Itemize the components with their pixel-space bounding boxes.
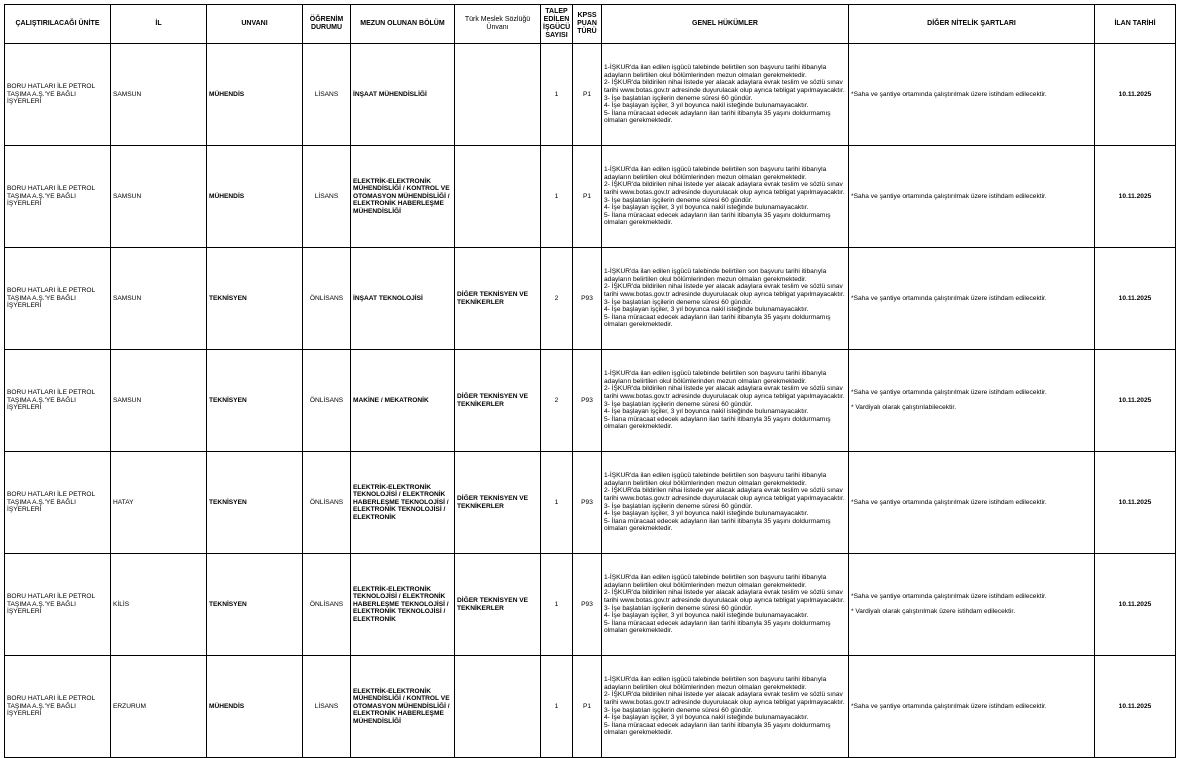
genel-item: 4- İşe başlayan işçiler, 3 yıl boyunca nakil isteğinde bulunamayacaktır. — [604, 204, 809, 212]
cell-diger — [849, 146, 1095, 248]
cell-ogrenim: ÖNLİSANS — [303, 554, 351, 656]
diger-item: *Saha ve şantiye ortamında çalıştırılmak üzere istihdam edilecektir. — [851, 389, 1047, 397]
cell-genel — [602, 146, 849, 248]
cell-tarih: 10.11.2025 — [1095, 350, 1176, 452]
cell-genel — [602, 452, 849, 554]
cell-meslek: DİĞER TEKNİSYEN VE TEKNİKERLER — [455, 452, 541, 554]
cell-tarih: 10.11.2025 — [1095, 656, 1176, 758]
genel-item: 2- İŞKUR'da bildirilen nihai listede yer alacak adaylara evrak teslim ve sözlü sınav tarihi www.botas.gov.tr adresinde duyurulacak olup ayrıca tebligat yapılmayacaktır. — [604, 385, 845, 400]
cell-diger — [849, 248, 1095, 350]
genel-item: 5- İlana müracaat edecek adayların ilan tarihi itibarıyla 35 yaşını doldurmamış olmaları gerekmektedir. — [604, 415, 831, 431]
genel-item: 5- İlana müracaat edecek adayların ilan tarihi itibarıyla 35 yaşını doldurmamış olmaları gerekmektedir. — [604, 619, 831, 635]
diger-item: * Vardiyalı olarak çalıştırılabilecektir. — [851, 404, 957, 411]
cell-bolum: ELEKTRİK-ELEKTRONİK TEKNOLOJİSİ / ELEKTRONİK HABERLEŞME TEKNOLOJİSİ / ELEKTRONİK TEKNOLOJİSİ / ELEKTRONİK — [351, 554, 455, 656]
table-row — [5, 350, 1176, 452]
cell-meslek: DİĞER TEKNİSYEN VE TEKNİKERLER — [455, 248, 541, 350]
cell-kpss: P93 — [573, 554, 602, 656]
genel-item: 4- İşe başlayan işçiler, 3 yıl boyunca nakil isteğinde bulunamayacaktır. — [604, 408, 809, 416]
cell-meslek — [455, 656, 541, 758]
cell-unvan: MÜHENDİS — [207, 146, 303, 248]
header-tarih: İLAN TARİHİ — [1095, 5, 1176, 44]
cell-kpss: P93 — [573, 350, 602, 452]
cell-unite: BORU HATLARI İLE PETROL TAŞIMA A.Ş.'YE BAĞLI İŞYERLERİ — [5, 350, 111, 452]
cell-diger — [849, 452, 1095, 554]
cell-talep: 1 — [541, 146, 573, 248]
cell-diger — [849, 554, 1095, 656]
diger-item: *Saha ve şantiye ortamında çalıştırılmak üzere istihdam edilecektir. — [851, 593, 1047, 601]
cell-il: HATAY — [111, 452, 207, 554]
cell-talep: 1 — [541, 554, 573, 656]
cell-bolum: ELEKTRİK-ELEKTRONİK TEKNOLOJİSİ / ELEKTRONİK HABERLEŞME TEKNOLOJİSİ / ELEKTRONİK TEKNOLOJİSİ / ELEKTRONİK — [351, 452, 455, 554]
diger-item: *Saha ve şantiye ortamında çalıştırılmak üzere istihdam edilecektir. — [851, 498, 1047, 506]
diger-item: *Saha ve şantiye ortamında çalıştırılmak üzere istihdam edilecektir. — [851, 192, 1047, 200]
genel-item: 1-İŞKUR'da ilan edilen işgücü talebinde belirtilen son başvuru tarihi itibarıyla adayların belirtilen okul bölümlerinden mezun olmaları gerekmektedir. — [604, 64, 827, 79]
genel-item: 3- İşe başlatılan işçilerin deneme süresi 60 gündür. — [604, 196, 753, 204]
cell-unvan: TEKNİSYEN — [207, 350, 303, 452]
genel-item: 5- İlana müracaat edecek adayların ilan tarihi itibarıyla 35 yaşını doldurmamış olmaları gerekmektedir. — [604, 211, 831, 227]
genel-item: 2- İŞKUR'da bildirilen nihai listede yer alacak adaylara evrak teslim ve sözlü sınav tarihi www.botas.gov.tr adresinde duyurulacak olup ayrıca tebligat yapılmayacaktır. — [604, 487, 845, 502]
cell-tarih: 10.11.2025 — [1095, 248, 1176, 350]
header-unite: ÇALIŞTIRILACAĞI ÜNİTE — [5, 5, 111, 44]
cell-kpss: P93 — [573, 248, 602, 350]
cell-talep: 1 — [541, 452, 573, 554]
cell-unvan: TEKNİSYEN — [207, 452, 303, 554]
cell-unvan: TEKNİSYEN — [207, 248, 303, 350]
cell-meslek: DİĞER TEKNİSYEN VE TEKNİKERLER — [455, 350, 541, 452]
cell-ogrenim: LİSANS — [303, 146, 351, 248]
cell-talep: 2 — [541, 248, 573, 350]
cell-genel — [602, 44, 849, 146]
cell-tarih: 10.11.2025 — [1095, 146, 1176, 248]
cell-tarih: 10.11.2025 — [1095, 452, 1176, 554]
cell-il: SAMSUN — [111, 350, 207, 452]
genel-item: 3- İşe başlatılan işçilerin deneme süresi 60 gündür. — [604, 400, 753, 408]
genel-item: 3- İşe başlatılan işçilerin deneme süresi 60 gündür. — [604, 94, 753, 102]
diger-item: * Vardiyalı olarak çalıştırılmak üzere istihdam edilecektir. — [851, 608, 1016, 615]
cell-unite: BORU HATLARI İLE PETROL TAŞIMA A.Ş.'YE BAĞLI İŞYERLERİ — [5, 146, 111, 248]
cell-kpss: P93 — [573, 452, 602, 554]
cell-ogrenim: LİSANS — [303, 44, 351, 146]
genel-item: 2- İŞKUR'da bildirilen nihai listede yer alacak adaylara evrak teslim ve sözlü sınav tarihi www.botas.gov.tr adresinde duyurulacak olup ayrıca tebligat yapılmayacaktır. — [604, 589, 845, 604]
header-meslek: Türk Meslek Sözlüğü Ünvanı — [455, 5, 541, 44]
cell-il: SAMSUN — [111, 248, 207, 350]
table-row — [5, 554, 1176, 656]
cell-tarih: 10.11.2025 — [1095, 554, 1176, 656]
cell-genel — [602, 248, 849, 350]
cell-il: SAMSUN — [111, 146, 207, 248]
cell-meslek — [455, 44, 541, 146]
cell-diger — [849, 350, 1095, 452]
table-row — [5, 146, 1176, 248]
cell-il: SAMSUN — [111, 44, 207, 146]
genel-item: 4- İşe başlayan işçiler, 3 yıl boyunca nakil isteğinde bulunamayacaktır. — [604, 510, 809, 518]
diger-item: *Saha ve şantiye ortamında çalıştırılmak üzere istihdam edilecektir. — [851, 294, 1047, 302]
cell-meslek: DİĞER TEKNİSYEN VE TEKNİKERLER — [455, 554, 541, 656]
table-row — [5, 452, 1176, 554]
cell-talep: 1 — [541, 44, 573, 146]
cell-diger — [849, 44, 1095, 146]
genel-item: 5- İlana müracaat edecek adayların ilan tarihi itibarıyla 35 yaşını doldurmamış olmaları gerekmektedir. — [604, 313, 831, 329]
diger-item: *Saha ve şantiye ortamında çalıştırılmak üzere istihdam edilecektir. — [851, 702, 1047, 710]
header-genel: GENEL HÜKÜMLER — [602, 5, 849, 44]
genel-item: 1-İŞKUR'da ilan edilen işgücü talebinde belirtilen son başvuru tarihi itibarıyla adayların belirtilen okul bölümlerinden mezun olmaları gerekmektedir. — [604, 268, 827, 283]
genel-item: 1-İŞKUR'da ilan edilen işgücü talebinde belirtilen son başvuru tarihi itibarıyla adayların belirtilen okul bölümlerinden mezun olmaları gerekmektedir. — [604, 676, 827, 691]
genel-item: 1-İŞKUR'da ilan edilen işgücü talebinde belirtilen son başvuru tarihi itibarıyla adayların belirtilen okul bölümlerinden mezun olmaları gerekmektedir. — [604, 574, 827, 589]
genel-item: 4- İşe başlayan işçiler, 3 yıl boyunca nakil isteğinde bulunamayacaktır. — [604, 612, 809, 620]
genel-item: 5- İlana müracaat edecek adayların ilan tarihi itibarıyla 35 yaşını doldurmamış olmaları gerekmektedir. — [604, 517, 831, 533]
cell-unite: BORU HATLARI İLE PETROL TAŞIMA A.Ş.'YE BAĞLI İŞYERLERİ — [5, 452, 111, 554]
cell-unite: BORU HATLARI İLE PETROL TAŞIMA A.Ş.'YE BAĞLI İŞYERLERİ — [5, 248, 111, 350]
cell-il: KİLİS — [111, 554, 207, 656]
genel-item: 4- İşe başlayan işçiler, 3 yıl boyunca nakil isteğinde bulunamayacaktır. — [604, 102, 809, 110]
diger-item: *Saha ve şantiye ortamında çalıştırılmak üzere istihdam edilecektir. — [851, 90, 1047, 98]
genel-item: 3- İşe başlatılan işçilerin deneme süresi 60 gündür. — [604, 502, 753, 510]
cell-unvan: TEKNİSYEN — [207, 554, 303, 656]
cell-kpss: P1 — [573, 656, 602, 758]
cell-unvan: MÜHENDİS — [207, 44, 303, 146]
table-row — [5, 44, 1176, 146]
genel-item: 1-İŞKUR'da ilan edilen işgücü talebinde belirtilen son başvuru tarihi itibarıyla adayların belirtilen okul bölümlerinden mezun olmaları gerekmektedir. — [604, 166, 827, 181]
genel-item: 2- İŞKUR'da bildirilen nihai listede yer alacak adaylara evrak teslim ve sözlü sınav tarihi www.botas.gov.tr adresinde duyurulacak olup ayrıca tebligat yapılmayacaktır. — [604, 283, 845, 298]
header-kpss: KPSS PUAN TÜRÜ — [573, 5, 602, 44]
genel-item: 3- İşe başlatılan işçilerin deneme süresi 60 gündür. — [604, 706, 753, 714]
cell-unvan: MÜHENDİS — [207, 656, 303, 758]
job-listing-table — [4, 4, 1176, 758]
cell-bolum: İNŞAAT TEKNOLOJİSİ — [351, 248, 455, 350]
genel-item: 4- İşe başlayan işçiler, 3 yıl boyunca nakil isteğinde bulunamayacaktır. — [604, 714, 809, 722]
cell-genel — [602, 554, 849, 656]
cell-bolum: MAKİNE / MEKATRONİK — [351, 350, 455, 452]
table-row — [5, 248, 1176, 350]
header-talep: TALEP EDİLEN İŞGÜCÜ SAYISI — [541, 5, 573, 44]
cell-unite: BORU HATLARI İLE PETROL TAŞIMA A.Ş.'YE BAĞLI İŞYERLERİ — [5, 44, 111, 146]
header-ogrenim: ÖĞRENİM DURUMU — [303, 5, 351, 44]
cell-il: ERZURUM — [111, 656, 207, 758]
genel-item: 2- İŞKUR'da bildirilen nihai listede yer alacak adaylara evrak teslim ve sözlü sınav tarihi www.botas.gov.tr adresinde duyurulacak olup ayrıca tebligat yapılmayacaktır. — [604, 79, 845, 94]
cell-unite: BORU HATLARI İLE PETROL TAŞIMA A.Ş.'YE BAĞLI İŞYERLERİ — [5, 656, 111, 758]
cell-ogrenim: LİSANS — [303, 656, 351, 758]
genel-item: 4- İşe başlayan işçiler, 3 yıl boyunca nakil isteğinde bulunamayacaktır. — [604, 306, 809, 314]
cell-tarih: 10.11.2025 — [1095, 44, 1176, 146]
cell-talep: 2 — [541, 350, 573, 452]
genel-item: 1-İŞKUR'da ilan edilen işgücü talebinde belirtilen son başvuru tarihi itibarıyla adayların belirtilen okul bölümlerinden mezun olmaları gerekmektedir. — [604, 472, 827, 487]
genel-item: 2- İŞKUR'da bildirilen nihai listede yer alacak adaylara evrak teslim ve sözlü sınav tarihi www.botas.gov.tr adresinde duyurulacak olup ayrıca tebligat yapılmayacaktır. — [604, 691, 845, 706]
cell-talep: 1 — [541, 656, 573, 758]
header-row — [5, 5, 1176, 44]
header-diger: DİĞER NİTELİK ŞARTLARI — [849, 5, 1095, 44]
cell-ogrenim: ÖNLİSANS — [303, 452, 351, 554]
cell-ogrenim: ÖNLİSANS — [303, 350, 351, 452]
cell-bolum: ELEKTRİK-ELEKTRONİK MÜHENDİSLİĞİ / KONTROL VE OTOMASYON MÜHENDİSLİĞİ / ELEKTRONİK HABERLEŞME MÜHENDİSLİĞİ — [351, 146, 455, 248]
genel-item: 3- İşe başlatılan işçilerin deneme süresi 60 gündür. — [604, 604, 753, 612]
genel-item: 5- İlana müracaat edecek adayların ilan tarihi itibarıyla 35 yaşını doldurmamış olmaları gerekmektedir. — [604, 721, 831, 737]
cell-kpss: P1 — [573, 146, 602, 248]
table-row — [5, 656, 1176, 758]
cell-genel — [602, 350, 849, 452]
header-bolum: MEZUN OLUNAN BÖLÜM — [351, 5, 455, 44]
genel-item: 1-İŞKUR'da ilan edilen işgücü talebinde belirtilen son başvuru tarihi itibarıyla adayların belirtilen okul bölümlerinden mezun olmaları gerekmektedir. — [604, 370, 827, 385]
genel-item: 2- İŞKUR'da bildirilen nihai listede yer alacak adaylara evrak teslim ve sözlü sınav tarihi www.botas.gov.tr adresinde duyurulacak olup ayrıca tebligat yapılmayacaktır. — [604, 181, 845, 196]
header-unvan: UNVANI — [207, 5, 303, 44]
cell-kpss: P1 — [573, 44, 602, 146]
cell-ogrenim: ÖNLİSANS — [303, 248, 351, 350]
cell-diger — [849, 656, 1095, 758]
cell-bolum: İNŞAAT MÜHENDİSLİĞİ — [351, 44, 455, 146]
genel-item: 3- İşe başlatılan işçilerin deneme süresi 60 gündür. — [604, 298, 753, 306]
genel-item: 5- İlana müracaat edecek adayların ilan tarihi itibarıyla 35 yaşını doldurmamış olmaları gerekmektedir. — [604, 109, 831, 125]
cell-genel — [602, 656, 849, 758]
cell-unite: BORU HATLARI İLE PETROL TAŞIMA A.Ş.'YE BAĞLI İŞYERLERİ — [5, 554, 111, 656]
cell-meslek — [455, 146, 541, 248]
cell-bolum: ELEKTRİK-ELEKTRONİK MÜHENDİSLİĞİ / KONTROL VE OTOMASYON MÜHENDİSLİĞİ / ELEKTRONİK HABERLEŞME MÜHENDİSLİĞİ — [351, 656, 455, 758]
header-il: İL — [111, 5, 207, 44]
